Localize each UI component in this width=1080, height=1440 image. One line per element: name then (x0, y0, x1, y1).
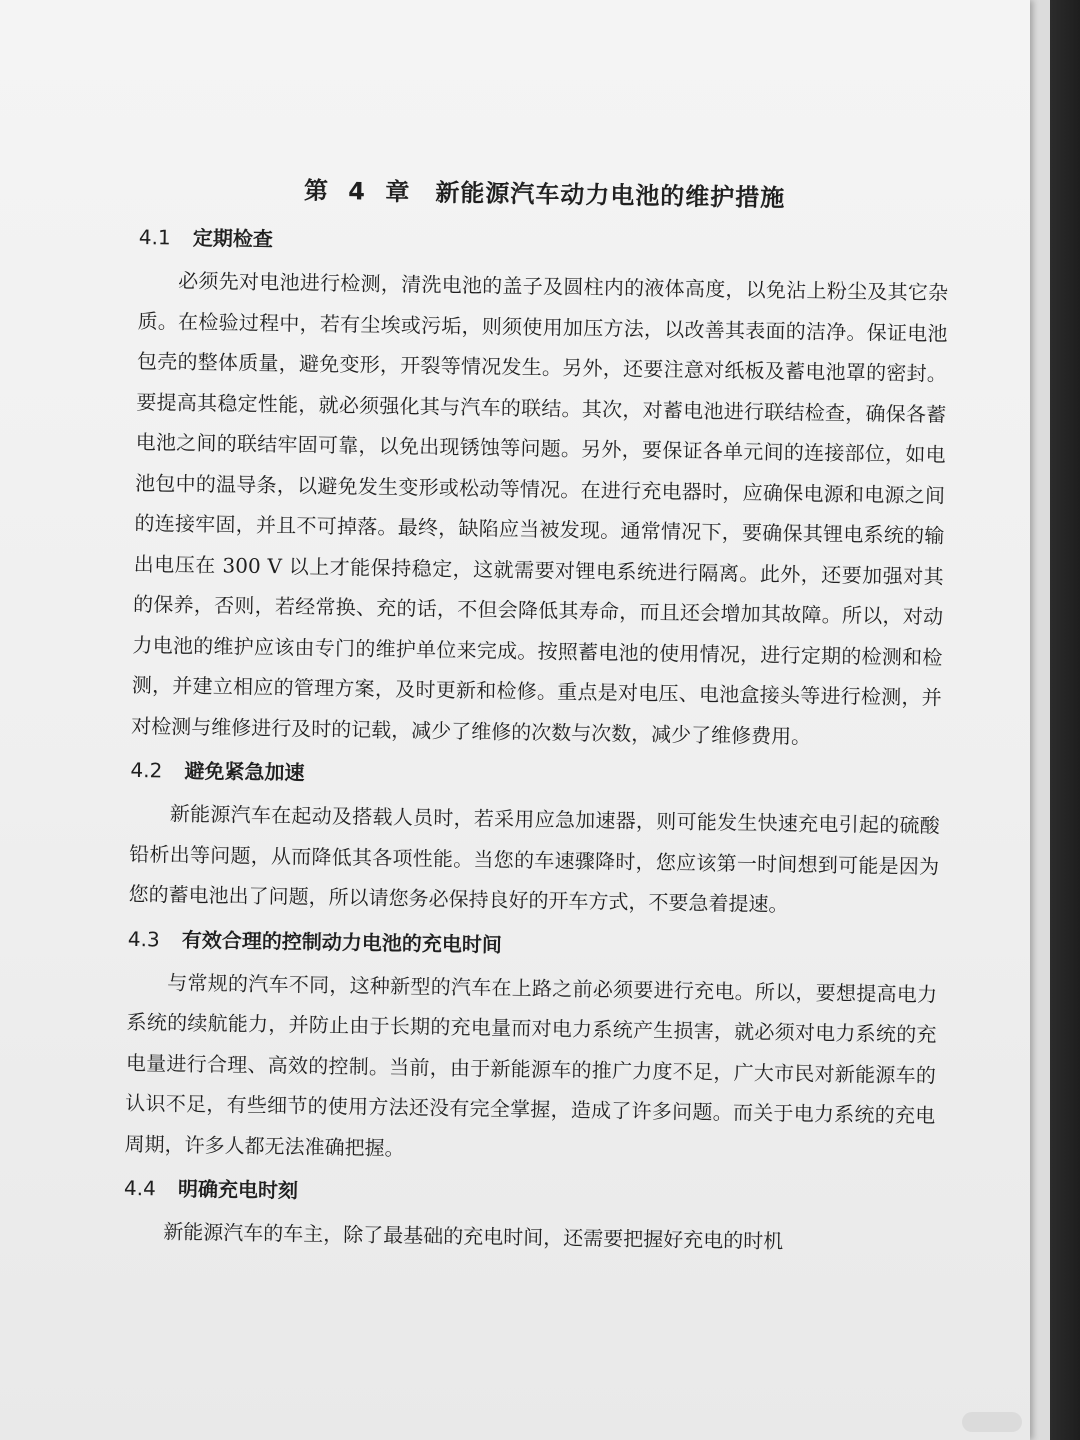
section-heading (124, 1172, 934, 1214)
section-heading (130, 754, 940, 796)
section-number: 4.3 (127, 926, 160, 951)
section-4-4 (123, 1172, 934, 1264)
section-heading (128, 922, 938, 964)
section-number: 4.2 (130, 757, 163, 783)
section-4-2 (128, 754, 940, 927)
section-title: 明确充电时刻 (177, 1176, 299, 1203)
watermark-badge (962, 1412, 1022, 1432)
section-number: 4.1 (138, 224, 171, 250)
section-paragraph: 必须先对电池进行检测，清洗电池的盖子及圆柱内的液体高度，以免沾上粉尘及其它杂质。在检验过程中，若有尘埃或污垢，则须使用加压方法，以改善其表面的洁净。保证电池包壳的整体质量，避免变形，开裂等情况发生。另外，还要注意对纸板及蓄电池罩的密封。要提高其稳定性能，就必须强化其与汽车的联结。其次，对蓄电池进行联结检查，确保各蓄电池之间的联结牢固可靠，以免出现锈蚀等问题。另外，要保证各单元间的连接部位，如电池包中的温导条，以避免发生变形或松动等情况。在进行充电器时，应确保电源和电源之间的连接牢固，并且不可掉落。最终，缺陷应当被发现。通常情况下，要确保其锂电系统的输出电压在 300 V 以上才能保持稳定，这就需要对锂电系统进行隔离。此外，还要加强对其的保养，否则，若经常换、充的话，不但会降低其寿命，而且还会增加其故障。所以，对动力电池的维护应该由专门的维护单位来完成。按照蓄电池的使用情况，进行定期的检测和检测，并建立相应的管理方案，及时更新和检修。重点是对电压、电池盒接头等进行检测，并对检测与维修进行及时的记载，减少了维修的次数与次数，减少了维修费用。 (131, 268, 949, 749)
section-title: 避免紧急加速 (184, 758, 305, 785)
section-4-1 (131, 221, 949, 759)
chapter-title: 第 4 章 新能源汽车动力电池的维护措施 (303, 176, 786, 213)
section-number: 4.4 (123, 1175, 156, 1201)
section-paragraph: 新能源汽车在起动及搭载人员时，若采用应急加速器，则可能发生快速充电引起的硫酸铅析出等问题，从而降低其各项性能。当您的车速骤降时，您应该第一时间想到可能是因为您的蓄电池出了问题，所以请您务必保持良好的开车方式，不要急着提速。 (128, 801, 940, 917)
section-4-3 (124, 922, 938, 1176)
section-title: 定期检查 (192, 225, 274, 252)
section-title: 有效合理的控制动力电池的充电时间 (181, 927, 503, 957)
page-content (123, 168, 950, 1272)
section-heading (139, 221, 949, 263)
section-paragraph: 新能源汽车的车主，除了最基础的充电时间，还需要把握好充电的时机 (163, 1219, 784, 1254)
section-paragraph: 与常规的汽车不同，这种新型的汽车在上路之前必须要进行充电。所以，要想提高电力系统的续航能力，并防止由于长期的充电量而对电力系统产生损害，就必须对电力系统的充电量进行合理、高效的控制。当前，由于新能源车的推广力度不足，广大市民对新能源车的认识不足，有些细节的使用方法还没有完全掌握，造成了许多问题。而关于电力系统的充电周期，许多人都无法准确把握。 (124, 970, 938, 1160)
